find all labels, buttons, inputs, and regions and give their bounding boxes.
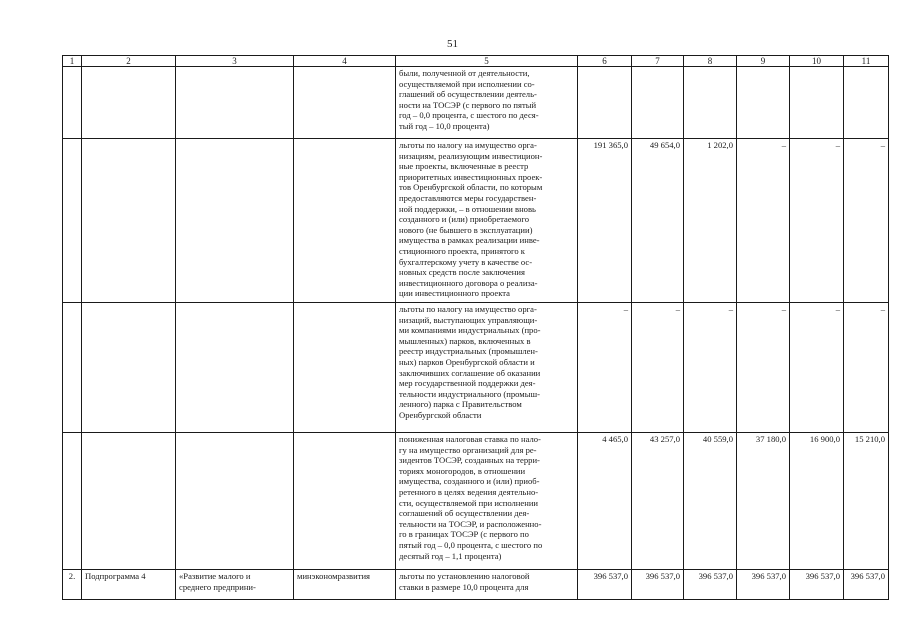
- table-row: [63, 433, 889, 570]
- text-line: тельности индустриального (промыш-: [399, 388, 540, 399]
- value-cell: [737, 67, 790, 139]
- text-line: льготы по налогу на имущество орга-: [399, 140, 537, 150]
- text-line: бухгалтерскому учету в качестве ос-: [399, 256, 533, 267]
- row-number-cell: [63, 67, 82, 139]
- text-line: низаций, выступающих управляющи-: [399, 314, 538, 325]
- column-header: 5: [396, 56, 578, 67]
- text-line: осуществляемой при исполнении со-: [399, 78, 535, 89]
- text-line: ции инвестиционного проекта: [399, 288, 510, 299]
- column-header: 3: [176, 56, 294, 67]
- program-cell: [82, 139, 176, 303]
- column-header: 10: [790, 56, 844, 67]
- value-cell: 15 210,0: [844, 433, 889, 570]
- column-header: 9: [737, 56, 790, 67]
- text-line: ми компаниями индустриальных (про-: [399, 325, 541, 336]
- benefit-description-cell: [396, 570, 578, 600]
- value-cell: –: [737, 303, 790, 433]
- column-header: 7: [632, 56, 684, 67]
- program-cell: [82, 303, 176, 433]
- text-line: ности на ТОСЭР (с первого по пятый: [399, 99, 537, 110]
- value-cell: –: [632, 303, 684, 433]
- value-cell: 396 537,0: [578, 570, 632, 600]
- text-line: пониженная налоговая ставка по нало-: [399, 434, 541, 444]
- text-line: ленного) парка с Правительством: [399, 399, 522, 410]
- text-line: льготы по установлению налоговой: [399, 571, 530, 581]
- value-cell: 49 654,0: [632, 139, 684, 303]
- value-cell: [790, 67, 844, 139]
- value-cell: –: [790, 139, 844, 303]
- text-line: тый год – 10,0 процента): [399, 120, 490, 131]
- value-cell: 396 537,0: [737, 570, 790, 600]
- table-row: [63, 570, 889, 600]
- row-number-cell: [63, 433, 82, 570]
- text-line: приоритетных инвестиционных проек-: [399, 171, 543, 182]
- text-line: инвестиционного договора о реализа-: [399, 277, 538, 288]
- row-number-cell: [63, 303, 82, 433]
- text-line: ных) парков Оренбургской области и: [399, 356, 535, 367]
- benefit-description-cell: [396, 303, 578, 433]
- text-line: заключивших соглашение об оказании: [399, 367, 541, 378]
- value-cell: 396 537,0: [844, 570, 889, 600]
- value-cell: [844, 67, 889, 139]
- text-line: мышленных) парков, включенных в: [399, 335, 531, 346]
- value-cell: 396 537,0: [684, 570, 737, 600]
- column-number-row: [63, 56, 889, 67]
- text-line: предоставляются меры государствен-: [399, 192, 537, 203]
- program-cell: [82, 67, 176, 139]
- text-line: имущества в рамках реализации инве-: [399, 235, 540, 246]
- column-header: 4: [294, 56, 396, 67]
- responsible-cell: [294, 139, 396, 303]
- responsible-cell: [294, 67, 396, 139]
- program-name-cell: [176, 139, 294, 303]
- table-row: [63, 67, 889, 139]
- text-line: мер государственной поддержки дея-: [399, 378, 536, 389]
- text-line: низациям, реализующим инвестицион-: [399, 150, 543, 161]
- program-name-cell: [176, 67, 294, 139]
- program-cell: [82, 433, 176, 570]
- text-line: Оренбургской области: [399, 409, 482, 420]
- text-line: «Развитие малого и: [179, 571, 251, 581]
- column-header: 6: [578, 56, 632, 67]
- value-cell: 16 900,0: [790, 433, 844, 570]
- text-line: глашений об осуществлении деятель-: [399, 89, 537, 100]
- program-name-cell: [176, 570, 294, 600]
- program-name-cell: [176, 433, 294, 570]
- value-cell: 37 180,0: [737, 433, 790, 570]
- text-line: созданного и (или) приобретаемого: [399, 214, 530, 225]
- text-line: ные проекты, включенные в реестр: [399, 161, 529, 172]
- text-line: новных средств после заключения: [399, 267, 525, 278]
- program-cell: Подпрограмма 4: [82, 570, 176, 600]
- row-number-cell: 2.: [63, 570, 82, 600]
- responsible-cell: [294, 433, 396, 570]
- value-cell: 4 465,0: [578, 433, 632, 570]
- text-line: реестр индустриальных (промышлен-: [399, 346, 538, 357]
- text-line: зидентов ТОСЭР, созданных на терри-: [399, 455, 540, 466]
- benefit-description-cell: [396, 139, 578, 303]
- text-line: ставки в размере 10,0 процента для: [399, 581, 529, 592]
- program-name-cell: [176, 303, 294, 433]
- text-line: тов Оренбургской области, по которым: [399, 182, 543, 193]
- value-cell: –: [844, 139, 889, 303]
- value-cell: –: [790, 303, 844, 433]
- column-header: 11: [844, 56, 889, 67]
- value-cell: 191 365,0: [578, 139, 632, 303]
- value-cell: [578, 67, 632, 139]
- benefit-description-cell: [396, 433, 578, 570]
- table-row: [63, 139, 889, 303]
- value-cell: –: [844, 303, 889, 433]
- text-line: нового (не бывшего в эксплуатации): [399, 224, 533, 235]
- text-line: го в границах ТОСЭР (с первого по: [399, 529, 529, 540]
- value-cell: 396 537,0: [790, 570, 844, 600]
- table-row: [63, 303, 889, 433]
- value-cell: [632, 67, 684, 139]
- text-line: год – 0,0 процента, с шестого по деся-: [399, 110, 539, 121]
- responsible-cell: [294, 303, 396, 433]
- value-cell: –: [737, 139, 790, 303]
- value-cell: –: [684, 303, 737, 433]
- text-line: соглашений об осуществлении дея-: [399, 508, 530, 519]
- benefit-description-cell: [396, 67, 578, 139]
- column-header: 8: [684, 56, 737, 67]
- text-line: сти, осуществляемой при исполнении: [399, 497, 539, 508]
- text-line: были, полученной от деятельности,: [399, 68, 530, 78]
- value-cell: 396 537,0: [632, 570, 684, 600]
- value-cell: 1 202,0: [684, 139, 737, 303]
- value-cell: 43 257,0: [632, 433, 684, 570]
- text-line: ретенного в целях ведения деятельно-: [399, 486, 539, 497]
- value-cell: [684, 67, 737, 139]
- text-line: среднего предприни-: [179, 581, 256, 592]
- column-header: 2: [82, 56, 176, 67]
- column-header: 1: [63, 56, 82, 67]
- text-line: ториях моногородов, в отношении: [399, 465, 526, 476]
- row-number-cell: [63, 139, 82, 303]
- text-line: стиционного проекта, принятого к: [399, 245, 525, 256]
- responsible-cell: минэкономразвития: [294, 570, 396, 600]
- value-cell: –: [578, 303, 632, 433]
- text-line: имущества, созданного и (или) приоб-: [399, 476, 540, 487]
- page-number: 51: [447, 38, 458, 50]
- text-line: тельности на ТОСЭР, и расположенно-: [399, 518, 542, 529]
- text-line: гу на имущество организаций для ре-: [399, 444, 537, 455]
- text-line: льготы по налогу на имущество орга-: [399, 304, 537, 314]
- text-line: ной поддержки, – в отношении вновь: [399, 203, 536, 214]
- text-line: пятый год – 0,0 процента, с шестого по: [399, 539, 543, 550]
- tax-benefits-table: [62, 55, 889, 600]
- value-cell: 40 559,0: [684, 433, 737, 570]
- text-line: десятый год – 1,1 процента): [399, 550, 502, 561]
